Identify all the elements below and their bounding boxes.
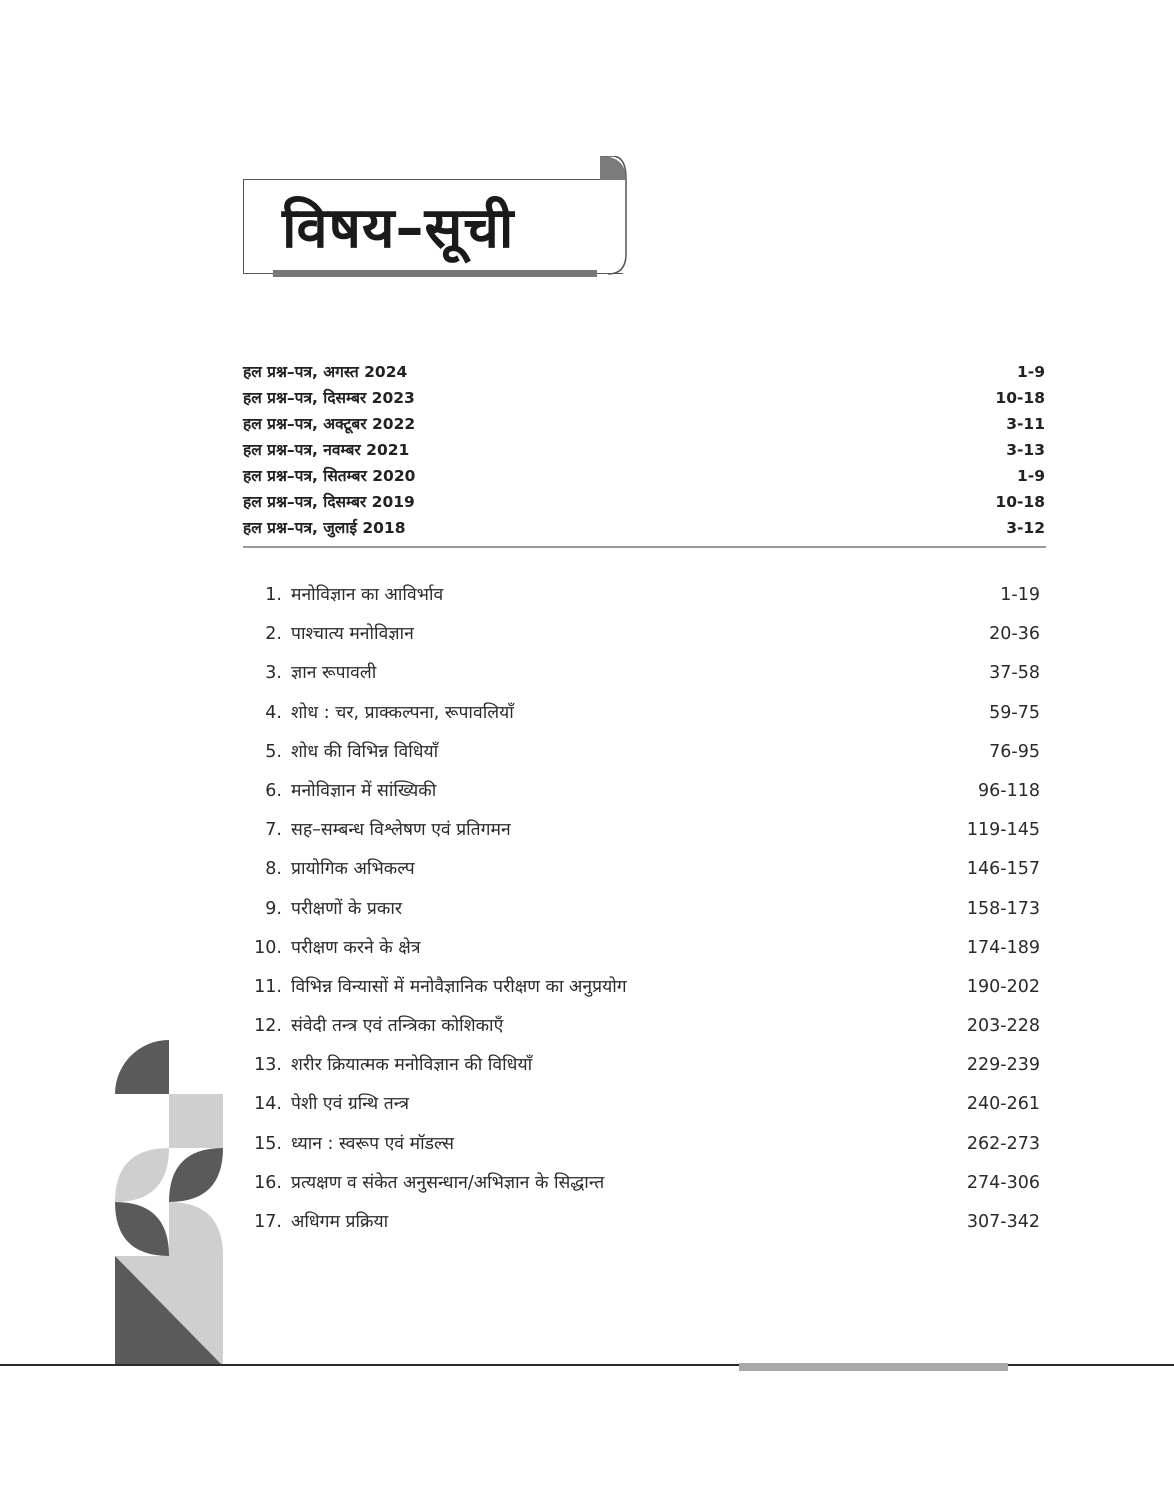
chapter-title: सह–सम्बन्ध विश्लेषण एवं प्रतिगमन: [291, 820, 511, 841]
chapter-title: शोध : चर, प्राक्कल्पना, रूपावलियाँ: [291, 702, 514, 723]
chapter-number: 12.: [254, 1016, 282, 1037]
chapter-row: [245, 615, 1040, 654]
paper-pages: 3-11: [1006, 415, 1045, 433]
chapter-pages: 262-273: [966, 1133, 1040, 1154]
paper-row: [243, 515, 1045, 541]
paper-label: हल प्रश्न–पत्र, जुलाई 2018: [243, 519, 406, 537]
chapter-number: 15.: [254, 1133, 282, 1154]
chapter-pages: 203-228: [966, 1016, 1040, 1037]
chapter-number: 5.: [265, 741, 282, 762]
chapter-pages: 59-75: [989, 702, 1040, 723]
chapter-pages: 119-145: [966, 820, 1040, 841]
chapter-title: शोध की विभिन्न विधियाँ: [291, 741, 439, 762]
chapter-title: अधिगम प्रक्रिया: [291, 1212, 389, 1232]
chapter-number: 10.: [254, 937, 282, 958]
paper-row: [243, 411, 1045, 437]
chapter-number: 2.: [265, 624, 282, 645]
chapter-title: परीक्षणों के प्रकार: [291, 898, 403, 919]
chapter-title: विभिन्न विन्यासों में मनोवैज्ञानिक परीक्षण का अनुप्रयोग: [291, 976, 627, 997]
chapter-pages: 229-239: [966, 1055, 1040, 1076]
chapter-row: [245, 772, 1040, 811]
paper-row: [243, 359, 1045, 385]
chapter-title: प्रत्यक्षण व संकेत अनुसन्धान/अभिज्ञान के सिद्धान्त: [291, 1172, 605, 1193]
paper-label: हल प्रश्न–पत्र, दिसम्बर 2019: [243, 493, 415, 511]
chapter-number: 7.: [265, 820, 282, 841]
chapter-number: 14.: [254, 1094, 282, 1115]
chapter-pages: 190-202: [966, 976, 1040, 997]
paper-pages: 3-13: [1006, 441, 1045, 459]
page-title: विषय–सूची: [282, 196, 515, 261]
chapter-row: [245, 1203, 1040, 1242]
chapter-title: मनोविज्ञान का आविर्भाव: [291, 585, 444, 605]
chapter-list: [245, 576, 1040, 1242]
chapter-number: 4.: [265, 702, 282, 723]
chapter-title: ज्ञान रूपावली: [291, 663, 377, 684]
chapter-number: 3.: [265, 663, 282, 684]
chapter-row: [245, 733, 1040, 772]
paper-pages: 1-9: [1016, 467, 1045, 485]
chapter-pages: 20-36: [989, 624, 1040, 645]
chapter-row: [245, 850, 1040, 889]
paper-row: [243, 385, 1045, 411]
paper-pages: 1-9: [1016, 363, 1045, 381]
chapter-pages: 1-19: [1000, 585, 1040, 605]
paper-pages: 10-18: [995, 493, 1045, 511]
chapter-pages: 76-95: [989, 741, 1040, 762]
paper-label: हल प्रश्न–पत्र, अगस्त 2024: [243, 363, 408, 381]
chapter-number: 16.: [254, 1172, 282, 1193]
chapter-pages: 240-261: [966, 1094, 1040, 1115]
chapter-pages: 307-342: [966, 1212, 1040, 1232]
chapter-row: [245, 1046, 1040, 1085]
paper-pages: 3-12: [1006, 519, 1045, 537]
chapter-row: [245, 1125, 1040, 1164]
chapter-row: [245, 811, 1040, 850]
chapter-row: [245, 1164, 1040, 1203]
chapter-pages: 274-306: [966, 1172, 1040, 1193]
chapter-row: [245, 654, 1040, 693]
chapter-row: [245, 1085, 1040, 1124]
chapter-title: ध्यान : स्वरूप एवं मॉडल्स: [291, 1133, 454, 1154]
chapter-title: मनोविज्ञान में सांख्यिकी: [291, 780, 437, 801]
paper-label: हल प्रश्न–पत्र, दिसम्बर 2023: [243, 389, 415, 407]
chapter-pages: 146-157: [966, 859, 1040, 880]
chapter-row: [245, 576, 1040, 615]
footer-accent-bar: [739, 1363, 1008, 1371]
chapter-pages: 96-118: [978, 780, 1040, 801]
chapter-number: 6.: [265, 780, 282, 801]
chapter-row: [245, 694, 1040, 733]
chapter-row: [245, 929, 1040, 968]
chapter-title: संवेदी तन्त्र एवं तन्त्रिका कोशिकाएँ: [291, 1016, 504, 1037]
chapter-title: प्रायोगिक अभिकल्प: [291, 859, 415, 880]
chapter-pages: 37-58: [989, 663, 1040, 684]
chapter-pages: 158-173: [966, 898, 1040, 919]
paper-row: [243, 489, 1045, 515]
paper-row: [243, 437, 1045, 463]
title-underline: [273, 270, 597, 277]
section-divider: [243, 546, 1046, 548]
chapter-number: 8.: [265, 859, 282, 880]
paper-row: [243, 463, 1045, 489]
chapter-title: पेशी एवं ग्रन्थि तन्त्र: [291, 1094, 410, 1115]
chapter-number: 17.: [254, 1212, 282, 1232]
paper-pages: 10-18: [995, 389, 1045, 407]
solved-papers-list: [243, 359, 1045, 541]
geometric-decoration: [115, 1040, 225, 1368]
paper-label: हल प्रश्न–पत्र, अक्टूबर 2022: [243, 415, 416, 433]
chapter-row: [245, 968, 1040, 1007]
chapter-number: 1.: [265, 585, 282, 605]
chapter-number: 9.: [265, 898, 282, 919]
banner-curl-decoration: [596, 156, 628, 276]
paper-label: हल प्रश्न–पत्र, सितम्बर 2020: [243, 467, 416, 485]
chapter-row: [245, 1007, 1040, 1046]
chapter-title: परीक्षण करने के क्षेत्र: [291, 937, 421, 958]
chapter-number: 11.: [254, 976, 282, 997]
chapter-pages: 174-189: [966, 937, 1040, 958]
paper-label: हल प्रश्न–पत्र, नवम्बर 2021: [243, 441, 410, 459]
chapter-title: पाश्चात्य मनोविज्ञान: [291, 624, 414, 645]
chapter-title: शरीर क्रियात्मक मनोविज्ञान की विधियाँ: [291, 1055, 533, 1076]
chapter-number: 13.: [254, 1055, 282, 1076]
chapter-row: [245, 890, 1040, 929]
